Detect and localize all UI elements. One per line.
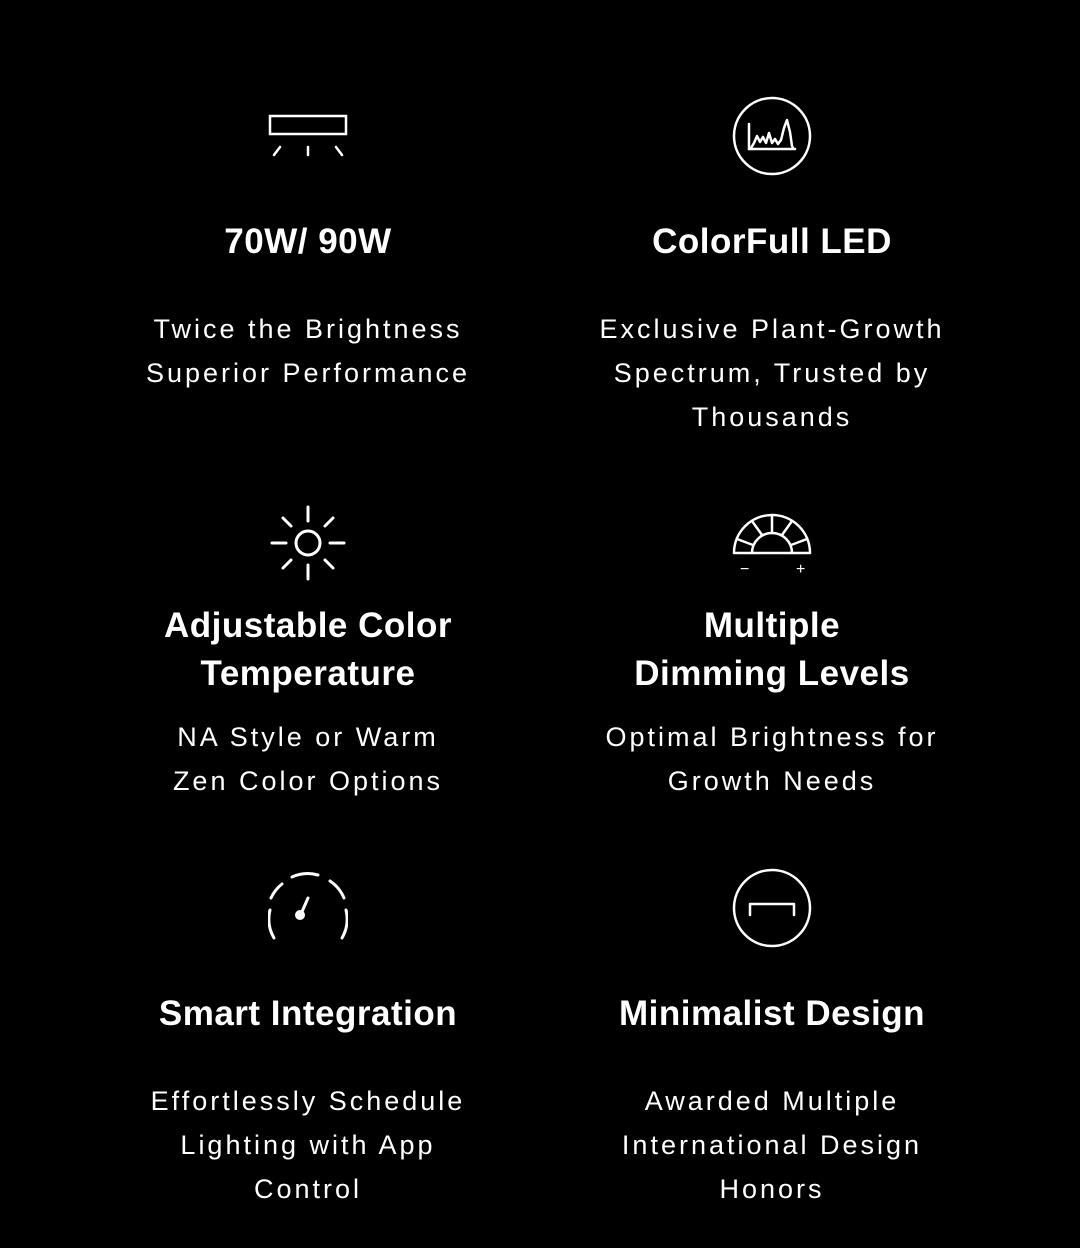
minimal-lamp-icon [732, 868, 812, 948]
desc-line: Twice the Brightness [153, 314, 463, 344]
desc-line: Exclusive Plant-Growth [599, 314, 945, 344]
desc-line: Optimal Brightness for [605, 722, 939, 752]
desc-line: Lighting with App [180, 1130, 436, 1160]
feature-description [78, 715, 538, 803]
feature-description [542, 715, 1002, 803]
desc-line: Awarded Multiple [644, 1086, 900, 1116]
dimmer-gauge-icon [732, 505, 812, 585]
desc-line: Spectrum, Trusted by [613, 358, 931, 388]
gauge-plus-label: + [796, 561, 806, 578]
desc-line: Zen Color Options [172, 766, 444, 796]
desc-line: NA Style or Warm [177, 722, 439, 752]
desc-line: Thousands [691, 402, 853, 432]
feature-description [542, 1079, 1002, 1211]
timer-dial-icon [268, 870, 348, 950]
desc-line: Honors [719, 1174, 825, 1204]
feature-description [78, 1079, 538, 1211]
desc-line: International Design [621, 1130, 923, 1160]
desc-line: Superior Performance [145, 358, 471, 388]
desc-line: Effortlessly Schedule [150, 1086, 466, 1116]
feature-title: 70W/ 90W [224, 222, 392, 261]
desc-line: Growth Needs [667, 766, 877, 796]
feature-title: Minimalist Design [618, 994, 926, 1033]
title-line: Multiple [703, 606, 841, 645]
light-bar-icon [268, 97, 348, 177]
title-line: Dimming Levels [634, 654, 910, 693]
spectrum-graph-icon [732, 96, 812, 176]
title-line: Temperature [200, 654, 416, 693]
gauge-minus-label: − [740, 561, 750, 578]
sun-icon [268, 503, 348, 583]
feature-description [542, 307, 1002, 439]
feature-title: ColorFull LED [652, 222, 892, 261]
feature-title [78, 602, 538, 698]
feature-title [542, 602, 1002, 698]
feature-title: Smart Integration [158, 994, 458, 1033]
feature-description [78, 307, 538, 395]
title-line: Adjustable Color [163, 606, 453, 645]
desc-line: Control [253, 1174, 363, 1204]
